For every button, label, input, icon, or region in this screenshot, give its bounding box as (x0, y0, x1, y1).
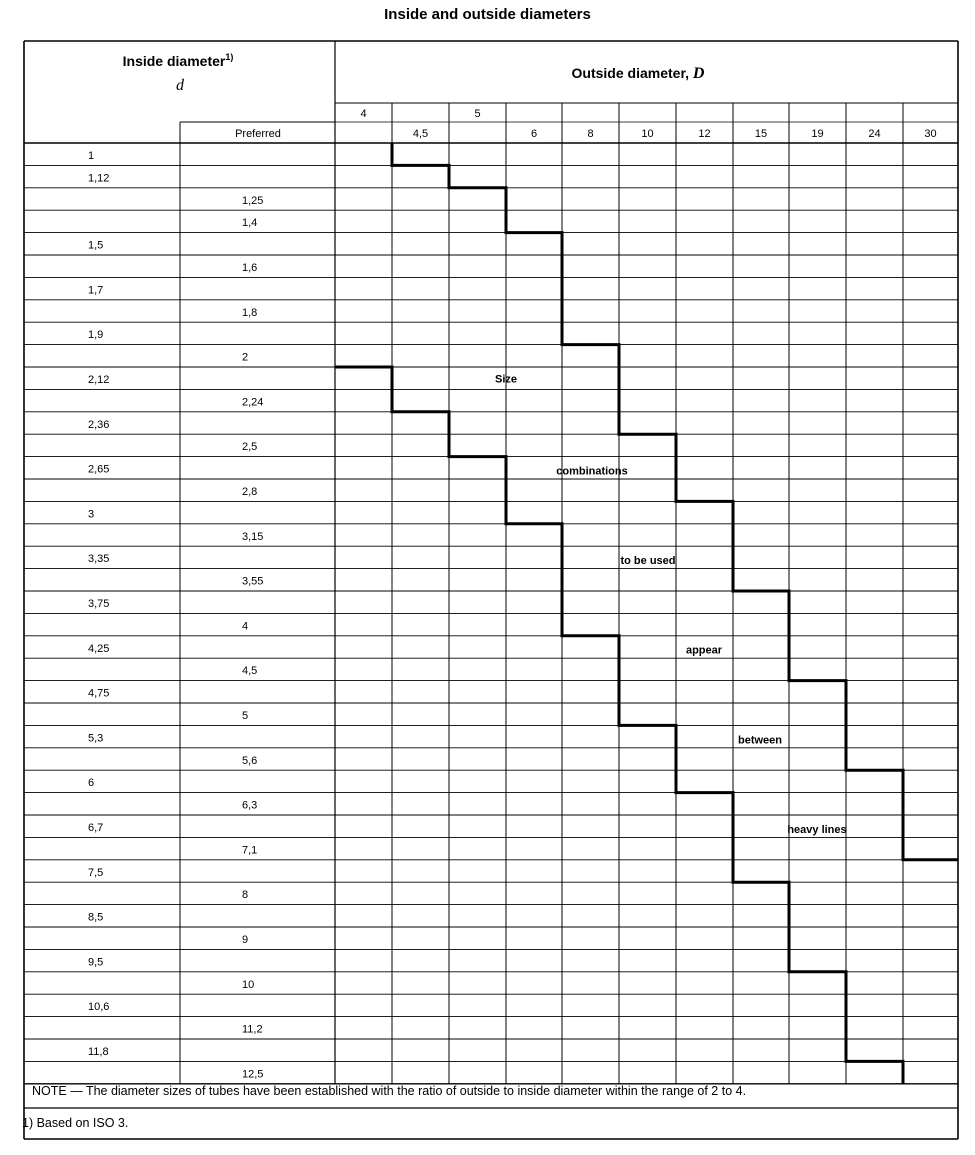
inside-diameter-value: 9,5 (88, 956, 104, 969)
inside-diameter-rows (88, 150, 263, 1080)
footnote-text: 1) Based on ISO 3. (22, 1116, 129, 1130)
zone-label: between (737, 734, 783, 747)
outside-diameter-value: 19 (811, 128, 824, 140)
preferred-diameter-value: 2,8 (242, 486, 258, 498)
outside-diameter-value: 12 (698, 128, 711, 140)
preferred-diameter-value: 11,2 (242, 1023, 263, 1036)
footnote-mark: 1) (225, 52, 234, 62)
preferred-diameter-value: 2 (242, 351, 249, 364)
inside-diameter-value: 3,35 (88, 553, 110, 566)
inside-diameter-value: 4,75 (88, 687, 110, 700)
outside-diameter-header: Outside diameter, D (571, 65, 705, 82)
preferred-header: Preferred (235, 128, 281, 140)
preferred-diameter-value: 5,6 (242, 754, 258, 767)
outside-diameter-value: 15 (754, 128, 768, 140)
outside-diameter-value: 8 (587, 128, 594, 140)
inside-diameter-value: 7,5 (88, 866, 104, 879)
preferred-diameter-value: 5 (242, 710, 249, 722)
zone-label: Size (494, 373, 518, 386)
inside-diameter-value: 1 (88, 150, 95, 162)
grid-lines (24, 41, 958, 1139)
zone-label: combinations (556, 465, 628, 478)
inside-diameter-value: 1,12 (88, 172, 110, 185)
outside-diameter-value: 10 (641, 128, 654, 140)
preferred-diameter-value: 4,5 (242, 665, 258, 678)
page-title: Inside and outside diameters (384, 6, 591, 23)
preferred-diameter-value: 2,5 (242, 441, 258, 454)
preferred-diameter-value: 1,8 (242, 306, 258, 319)
preferred-diameter-value: 6,3 (242, 799, 258, 812)
outside-diameter-value: 24 (868, 128, 881, 140)
inside-diameter-value: 1,7 (88, 284, 104, 297)
outside-diameter-value: 4,5 (412, 128, 429, 140)
inside-diameter-value: 11,8 (88, 1046, 109, 1058)
preferred-diameter-value: 12,5 (242, 1068, 264, 1081)
inside-diameter-value: 10,6 (88, 1001, 110, 1014)
preferred-diameter-value: 3,15 (242, 530, 264, 543)
inside-diameter-value: 6 (88, 777, 95, 790)
preferred-diameter-value: 2,24 (242, 396, 264, 409)
inside-diameter-value: 1,5 (88, 239, 104, 252)
inside-diameter-value: 3,75 (88, 598, 110, 610)
preferred-diameter-value: 9 (242, 934, 249, 946)
preferred-diameter-value: 4 (242, 620, 249, 633)
preferred-diameter-value: 10 (242, 978, 255, 991)
preferred-diameter-value: 1,6 (242, 262, 258, 274)
preferred-diameter-value: 1,4 (242, 217, 258, 230)
outside-diameter-labels (360, 108, 936, 140)
inside-diameter-value: 4,25 (88, 642, 110, 655)
zone-label: to be used (620, 555, 676, 568)
zone-label: heavy lines (787, 823, 847, 836)
inside-diameter-value: 6,7 (88, 822, 104, 834)
preferred-diameter-value: 1,25 (242, 194, 264, 207)
outside-diameter-value: 5 (474, 108, 481, 120)
inside-diameter-value: 8,5 (88, 911, 104, 924)
preferred-diameter-value: 8 (242, 889, 249, 902)
inside-diameter-value: 2,12 (88, 374, 110, 386)
zone-label: appear (685, 644, 723, 657)
outside-diameter-value: 6 (530, 128, 538, 140)
inside-diameter-header: Inside diameter$^{1)}$ (122, 52, 234, 69)
inside-diameter-value: 5,3 (88, 732, 104, 745)
inside-diameter-value: 3 (88, 508, 95, 521)
inside-diameter-symbol: d (176, 77, 184, 94)
outside-diameter-value: 4 (360, 108, 367, 120)
inside-diameter-value: 1,9 (88, 329, 104, 342)
inside-diameter-value: 2,36 (88, 418, 110, 431)
zone-labels (495, 374, 847, 836)
inside-diameter-value: 2,65 (88, 463, 110, 476)
preferred-diameter-value: 3,55 (242, 575, 264, 588)
outside-diameter-value: 30 (924, 128, 937, 140)
preferred-diameter-value: 7,1 (242, 844, 258, 857)
note-text: NOTE — The diameter sizes of tubes have been established with the ratio of outside to inside diameter within the range of 2 to 4. (32, 1084, 747, 1098)
